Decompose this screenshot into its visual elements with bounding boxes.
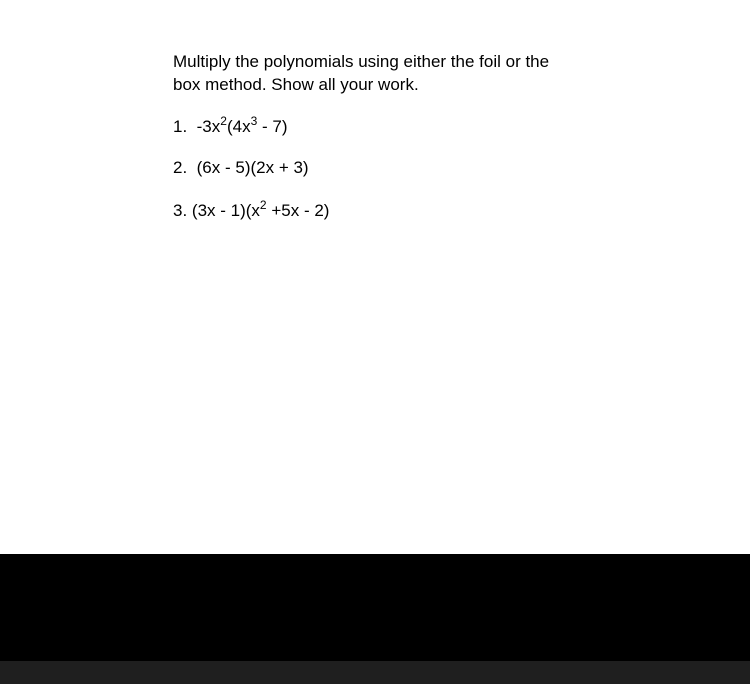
problem-1-exponent-1: 2 <box>220 114 227 128</box>
problem-3-exponent: 2 <box>259 198 267 212</box>
problem-2-number: 2. <box>173 158 188 177</box>
problem-1-term: -3x <box>196 117 221 136</box>
bottom-toolbar-strip <box>0 661 750 684</box>
problem-2 <box>173 158 593 178</box>
problem-1-term: (4x <box>226 117 251 136</box>
problem-3-term: (3x - 1)(x <box>191 201 260 220</box>
problem-1-term: - 7) <box>257 117 288 136</box>
problem-2-expression: (6x - 5)(2x + 3) <box>196 158 309 177</box>
problem-3-number: 3. <box>173 201 188 220</box>
instructions-line-2: box method. Show all your work. <box>173 75 419 94</box>
worksheet-content <box>173 50 593 221</box>
problem-3-term: +5x - 2) <box>266 201 330 220</box>
problem-3 <box>173 198 593 221</box>
instructions <box>173 50 593 96</box>
problem-1-number: 1. <box>173 117 188 136</box>
problem-1-exponent-2: 3 <box>250 114 258 128</box>
problem-1 <box>173 114 593 137</box>
instructions-line-1: Multiply the polynomials using either the foil or the <box>173 52 550 71</box>
bottom-black-area <box>0 554 750 661</box>
